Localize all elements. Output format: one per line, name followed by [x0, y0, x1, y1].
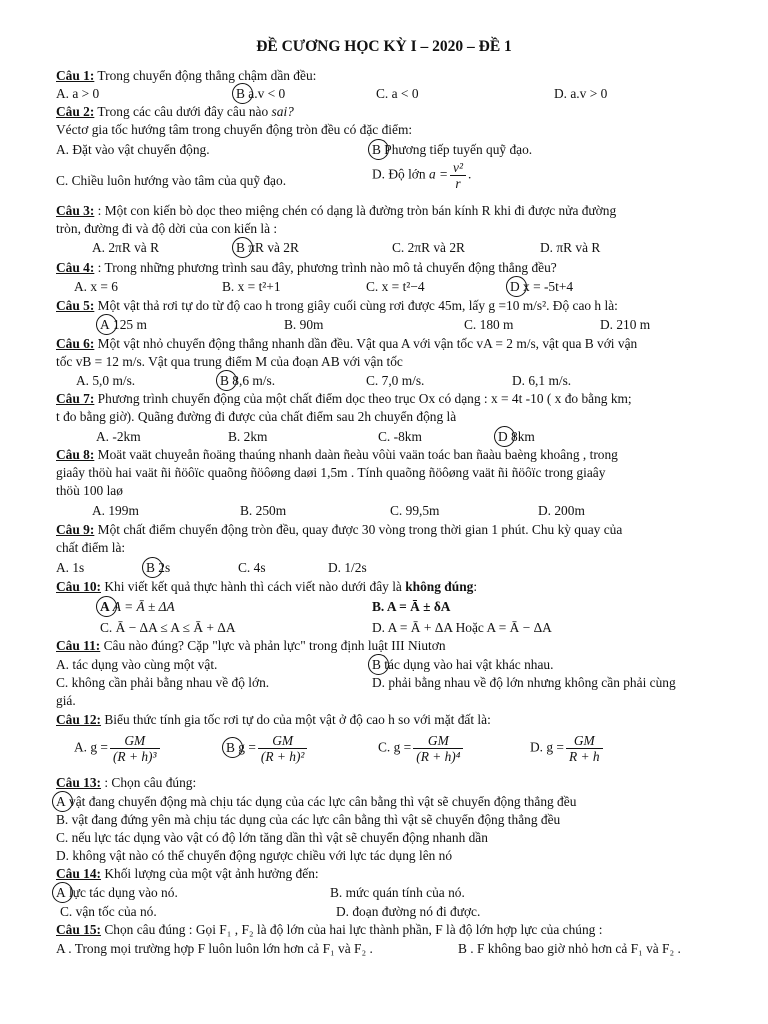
- question-label: Câu 5:: [56, 298, 95, 313]
- question-label: Câu 4:: [56, 260, 95, 275]
- q10-option-b: B. A = Ā ± δA: [372, 599, 451, 614]
- fraction: $\frac{GM}{\text{(R + h)³}}$: [110, 733, 160, 764]
- question-label: Câu 2:: [56, 104, 95, 119]
- q13-option-c: C. nếu lực tác dụng vào vật có độ lớn tăng dần thì vật sẽ chuyển động nhanh dần: [56, 830, 488, 845]
- page-title: ĐỀ CƯƠNG HỌC KỲ I – 2020 – ĐỀ 1: [256, 38, 512, 55]
- q2-option-d: D. Độ lớn a = $\frac{\text{v²}}{r}$ .: [372, 160, 472, 191]
- question-label: Câu 7:: [56, 391, 95, 406]
- question-12: Câu 12: Biểu thức tính gia tốc rơi tự do của một vật ở độ cao h so với mặt đất là:: [56, 712, 491, 727]
- q9-option-d: D. 1/2s: [328, 560, 367, 575]
- selected-answer-circle: A: [56, 794, 66, 809]
- q7-option-c: C. -8km: [378, 429, 422, 444]
- question-10: Câu 10: Khi viết kết quả thực hành thì cách viết nào dưới đây là không đúng:: [56, 579, 478, 594]
- q1-option-c: C. a < 0: [376, 86, 419, 101]
- question-label: Câu 3:: [56, 203, 95, 218]
- question-2: Câu 2: Trong các câu dưới đây câu nào sai?: [56, 104, 294, 119]
- selected-answer-circle: D: [498, 429, 508, 444]
- question-text-cont: t đo bằng giờ). Quãng đường đi được của chất điểm sau 2h chuyển động là: [56, 409, 457, 424]
- fraction: $\frac{GM}{R + h}$: [566, 733, 603, 764]
- question-8: Câu 8: Moät vaät chuyeån ñoäng thaúng nhanh daàn ñeàu vôùi vaän toác ban ñaàu baèng khoâng , trong: [56, 447, 618, 462]
- question-7: Câu 7: Phương trình chuyển động của một chất điểm dọc theo trục Ox có dạng : x = 4t -10 ( x đo bằng km;: [56, 391, 632, 406]
- q12-option-d: D. g = $\frac{GM}{R + h}$: [530, 733, 605, 764]
- q12-option-a: A. g = $\frac{GM}{\text{(R + h)³}}$: [74, 733, 162, 764]
- fraction: $\frac{GM}{\text{(R + h)²}}$: [258, 733, 308, 764]
- question-text-cont: chất điểm là:: [56, 540, 126, 555]
- selected-answer-circle: A: [100, 317, 110, 332]
- question-3: Câu 3: : Một con kiến bò dọc theo miệng chén có dạng là đường tròn bán kính R khi đi được nửa đường: [56, 203, 617, 218]
- question-14: Câu 14: Khối lượng của một vật ảnh hưởng đến:: [56, 866, 319, 881]
- fraction: $\frac{GM}{\text{(R + h)⁴}}$: [413, 733, 463, 764]
- selected-answer-circle: B: [236, 86, 245, 101]
- q14-option-d: D. đoạn đường nó đi được.: [336, 904, 481, 919]
- q4-option-b: B. x = t²+1: [222, 279, 281, 294]
- q8-option-b: B. 250m: [240, 503, 287, 518]
- question-6: Câu 6: Một vật nhỏ chuyển động thẳng nhanh dần đều. Vật qua A với vận tốc vA = 2 m/s, vật qua B với vận: [56, 336, 638, 351]
- q7-option-b: B. 2km: [228, 429, 268, 444]
- question-label: Câu 13:: [56, 775, 102, 790]
- q6-option-d: D. 6,1 m/s.: [512, 373, 572, 388]
- q7-option-d: D 8km: [498, 429, 535, 444]
- q5-option-c: C. 180 m: [464, 317, 514, 332]
- question-9: Câu 9: Một chất điểm chuyển động tròn đều, quay được 30 vòng trong thời gian 1 phút. Chu kỳ quay của: [56, 522, 623, 537]
- q10-option-a: A A = Ā ± ΔA: [100, 599, 175, 614]
- q1-option-a: A. a > 0: [56, 86, 100, 101]
- q10-option-d: D. A = Ā + ΔA Hoặc A = Ā − ΔA: [372, 620, 552, 635]
- q15-option-a: A . Trong mọi trường hợp F luôn luôn lớn hơn cả F₁ và F₂ .: [56, 941, 373, 956]
- q11-option-a: A. tác dụng vào cùng một vật.: [56, 657, 218, 672]
- question-label: Câu 10:: [56, 579, 102, 594]
- q11-option-d-cont: giá.: [56, 693, 76, 708]
- q7-option-a: A. -2km: [96, 429, 141, 444]
- question-label: Câu 9:: [56, 522, 95, 537]
- q8-option-c: C. 99,5m: [390, 503, 440, 518]
- selected-answer-circle: B: [236, 240, 245, 255]
- q5-option-b: B. 90m: [284, 317, 324, 332]
- q6-option-b: B 8,6 m/s.: [220, 373, 276, 388]
- q6-option-c: C. 7,0 m/s.: [366, 373, 425, 388]
- question-label: Câu 15:: [56, 922, 102, 937]
- q13-option-a: A vật đang chuyển động mà chịu tác dụng của các lực cân bằng thì vật sẽ chuyển động thẳng đều: [56, 794, 577, 809]
- q9-option-c: C. 4s: [238, 560, 266, 575]
- q5-option-d: D. 210 m: [600, 317, 651, 332]
- selected-answer-circle: B: [146, 560, 155, 575]
- question-15: Câu 15: Chọn câu đúng : Gọi F₁ , F₂ là độ lớn của hai lực thành phần, F là độ lớn hợp lực của chúng :: [56, 922, 603, 937]
- q15-option-b: B . F không bao giờ nhỏ hơn cả F₁ và F₂ .: [458, 941, 681, 956]
- q3-option-b: B πR và 2R: [236, 240, 299, 255]
- question-text-cont: tốc vB = 12 m/s. Vật qua trung điểm M của đoạn AB với vận tốc: [56, 354, 403, 369]
- selected-answer-circle: B: [220, 373, 229, 388]
- q5-option-a: A 125 m: [100, 317, 147, 332]
- q2-option-b: B Phương tiếp tuyến quỹ đạo.: [372, 142, 533, 157]
- question-label: Câu 1:: [56, 68, 95, 83]
- question-label: Câu 12:: [56, 712, 102, 727]
- q10-option-c: C. Ā − ΔA ≤ A ≤ Ā + ΔA: [100, 620, 236, 635]
- question-stem: Véctơ gia tốc hướng tâm trong chuyển động tròn đều có đặc điểm:: [56, 122, 413, 137]
- q12-option-b: B g = $\frac{GM}{\text{(R + h)²}}$: [226, 733, 309, 764]
- q6-option-a: A. 5,0 m/s.: [76, 373, 136, 388]
- question-text: Trong chuyển động thẳng chậm dần đều:: [94, 68, 317, 83]
- selected-answer-circle: B: [372, 657, 381, 672]
- q9-option-b: B 2s: [146, 560, 171, 575]
- q14-option-b: B. mức quán tính của nó.: [330, 885, 465, 900]
- q3-option-d: D. πR và R: [540, 240, 601, 255]
- q14-option-a: A lực tác dụng vào nó.: [56, 885, 178, 900]
- q13-option-b: B. vật đang đứng yên mà chịu tác dụng của các lực cân bằng thì vật sẽ chuyển động thẳng đều: [56, 812, 561, 827]
- question-4: Câu 4: : Trong những phương trình sau đây, phương trình nào mô tả chuyển động thẳng đều?: [56, 260, 557, 275]
- question-5: Câu 5: Một vật thả rơi tự do từ độ cao h trong giây cuối cùng rơi được 45m, lấy g =10 m/s². Độ cao h là:: [56, 298, 618, 313]
- question-label: Câu 6:: [56, 336, 95, 351]
- q3-option-a: A. 2πR và R: [92, 240, 160, 255]
- question-text-cont: tròn, đường đi và độ dời của con kiến là :: [56, 221, 278, 236]
- q4-option-d: D x = -5t+4: [510, 279, 574, 294]
- q11-option-d: D. phải bằng nhau về độ lớn nhưng không cần phải cùng: [372, 675, 676, 690]
- selected-answer-circle: B: [372, 142, 381, 157]
- q2-option-c: C. Chiều luôn hướng vào tâm của quỹ đạo.: [56, 173, 287, 188]
- question-text-cont: thöù 100 laø: [56, 483, 123, 498]
- q1-option-d: D. a.v > 0: [554, 86, 608, 101]
- q4-option-a: A. x = 6: [74, 279, 119, 294]
- selected-answer-circle: B: [226, 739, 235, 755]
- q8-option-a: A. 199m: [92, 503, 139, 518]
- q11-option-b: B tác dụng vào hai vật khác nhau.: [372, 657, 554, 672]
- question-1: [56, 67, 316, 84]
- question-label: Câu 11:: [56, 638, 101, 653]
- question-13: Câu 13: : Chọn câu đúng:: [56, 775, 197, 790]
- question-text-cont: giaây thöù hai vaät ñi ñöôïc quaõng ñöôøng daøi 1,5m . Tính quaõng ñöôøng vaät ñi ñöôïc trong giaây: [56, 465, 606, 480]
- q14-option-c: C. vận tốc của nó.: [60, 904, 157, 919]
- q12-option-c: C. g = $\frac{GM}{\text{(R + h)⁴}}$: [378, 733, 465, 764]
- selected-answer-circle: D: [510, 279, 520, 294]
- selected-answer-circle: A: [100, 599, 110, 614]
- question-label: Câu 8:: [56, 447, 95, 462]
- q4-option-c: C. x = t²−4: [366, 279, 425, 294]
- q3-option-c: C. 2πR và 2R: [392, 240, 465, 255]
- q11-option-c: C. không cần phải bằng nhau về độ lớn.: [56, 675, 270, 690]
- question-label: Câu 14:: [56, 866, 102, 881]
- q2-option-a: A. Đặt vào vật chuyển động.: [56, 142, 210, 157]
- q13-option-d: D. không vật nào có thể chuyển động ngược chiều với lực tác dụng lên nó: [56, 848, 453, 863]
- question-11: Câu 11: Câu nào đúng? Cặp "lực và phản lực" trong định luật III Niutơn: [56, 638, 446, 653]
- q9-option-a: A. 1s: [56, 560, 85, 575]
- fraction: $\frac{\text{v²}}{r}$: [450, 160, 466, 191]
- selected-answer-circle: A: [56, 885, 66, 900]
- q8-option-d: D. 200m: [538, 503, 585, 518]
- q1-option-b: B a.v < 0: [236, 86, 286, 101]
